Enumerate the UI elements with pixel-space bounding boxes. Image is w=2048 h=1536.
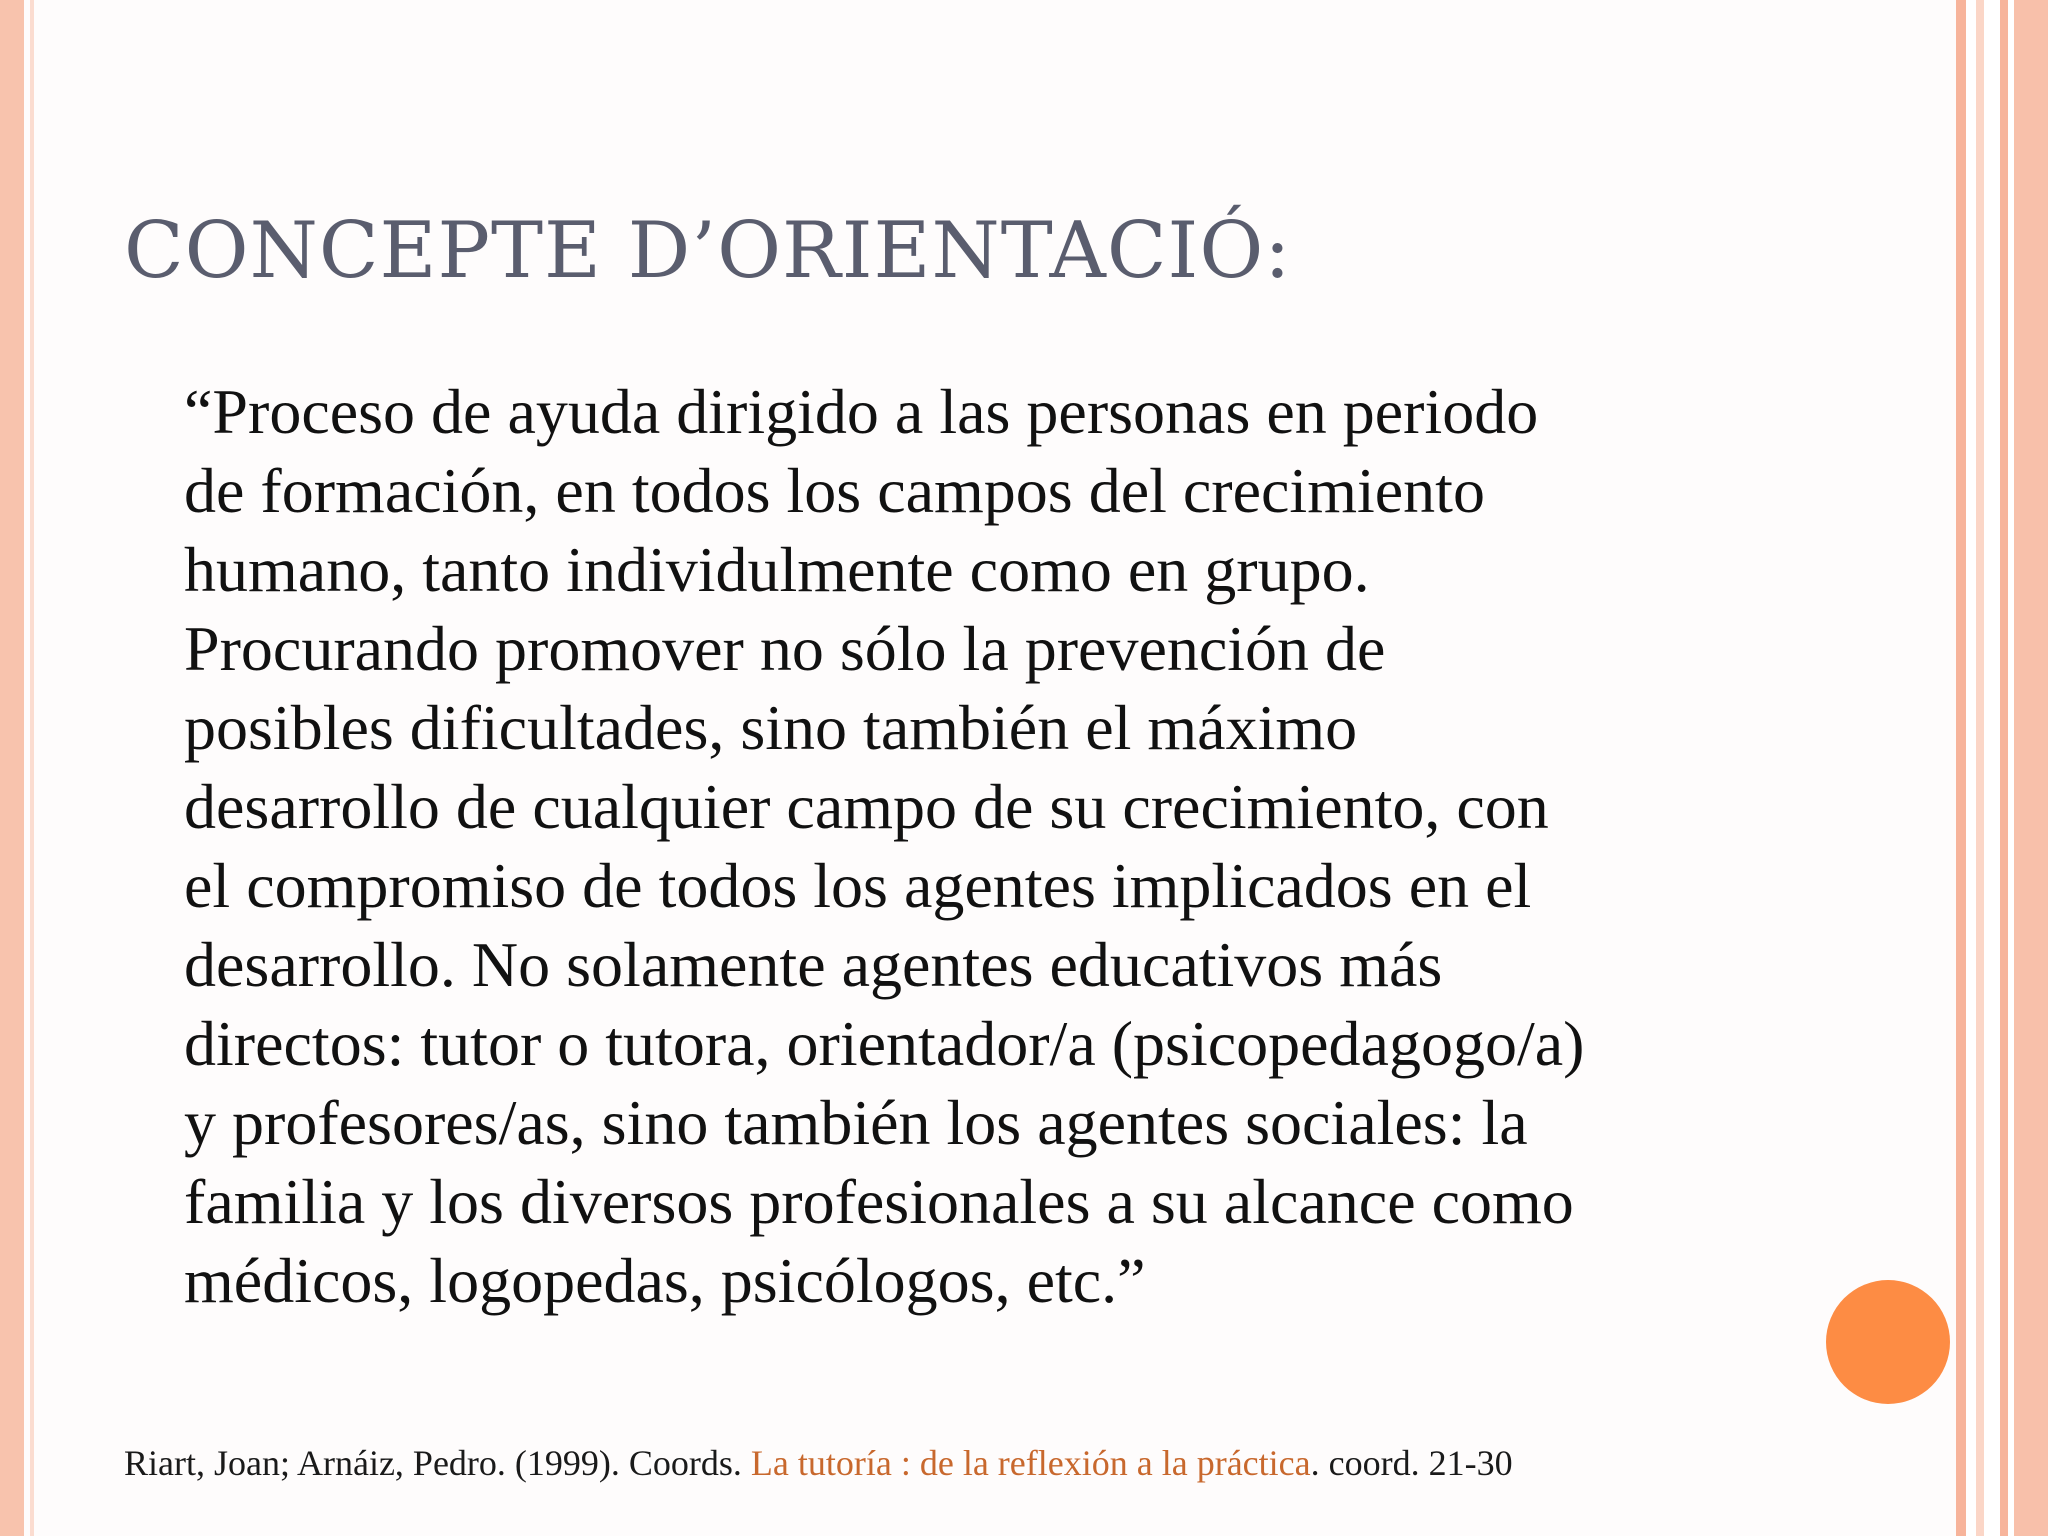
citation-book-link[interactable]: La tutoría : de la reflexión a la práctica — [750, 1443, 1311, 1483]
quote-line: desarrollo de cualquier campo de su crecimiento, con — [184, 771, 1549, 842]
right-border-stripe — [2000, 0, 2008, 1536]
quote-line: y profesores/as, sino también los agentes sociales: la — [184, 1087, 1528, 1158]
right-border-stripe — [1976, 0, 1984, 1536]
citation-suffix: . coord. 21-30 — [1310, 1443, 1513, 1483]
right-border-stripe — [2014, 0, 2048, 1536]
quote-line: “Proceso de ayuda dirigido a las personas en periodo — [184, 376, 1539, 447]
quote-line: desarrollo. No solamente agentes educativos más — [184, 929, 1443, 1000]
quote-line: el compromiso de todos los agentes implicados en el — [184, 850, 1532, 921]
quote-line: de formación, en todos los campos del crecimiento — [184, 455, 1485, 526]
citation — [124, 1442, 1513, 1484]
quote-block — [184, 372, 1904, 1320]
left-border-inner-stripe — [30, 0, 34, 1536]
left-border-decoration — [0, 0, 24, 1536]
quote-line: médicos, logopedas, psicólogos, etc.” — [184, 1245, 1146, 1316]
quote-line: directos: tutor o tutora, orientador/a (psicopedagogo/a) — [184, 1008, 1585, 1079]
quote-line: posibles dificultades, sino también el máximo — [184, 692, 1358, 763]
quote-line: familia y los diversos profesionales a su alcance como — [184, 1166, 1574, 1237]
right-border-stripe — [1956, 0, 1966, 1536]
quote-line: Procurando promover no sólo la prevención de — [184, 613, 1386, 684]
right-border-decoration — [1956, 0, 2048, 1536]
quote-line: humano, tanto individulmente como en grupo. — [184, 534, 1370, 605]
decorative-circle-icon — [1826, 1280, 1950, 1404]
slide-title: CONCEPTE D’ORIENTACIÓ: — [124, 206, 1292, 296]
citation-authors: Riart, Joan; Arnáiz, Pedro. (1999). Coords. — [124, 1443, 751, 1483]
